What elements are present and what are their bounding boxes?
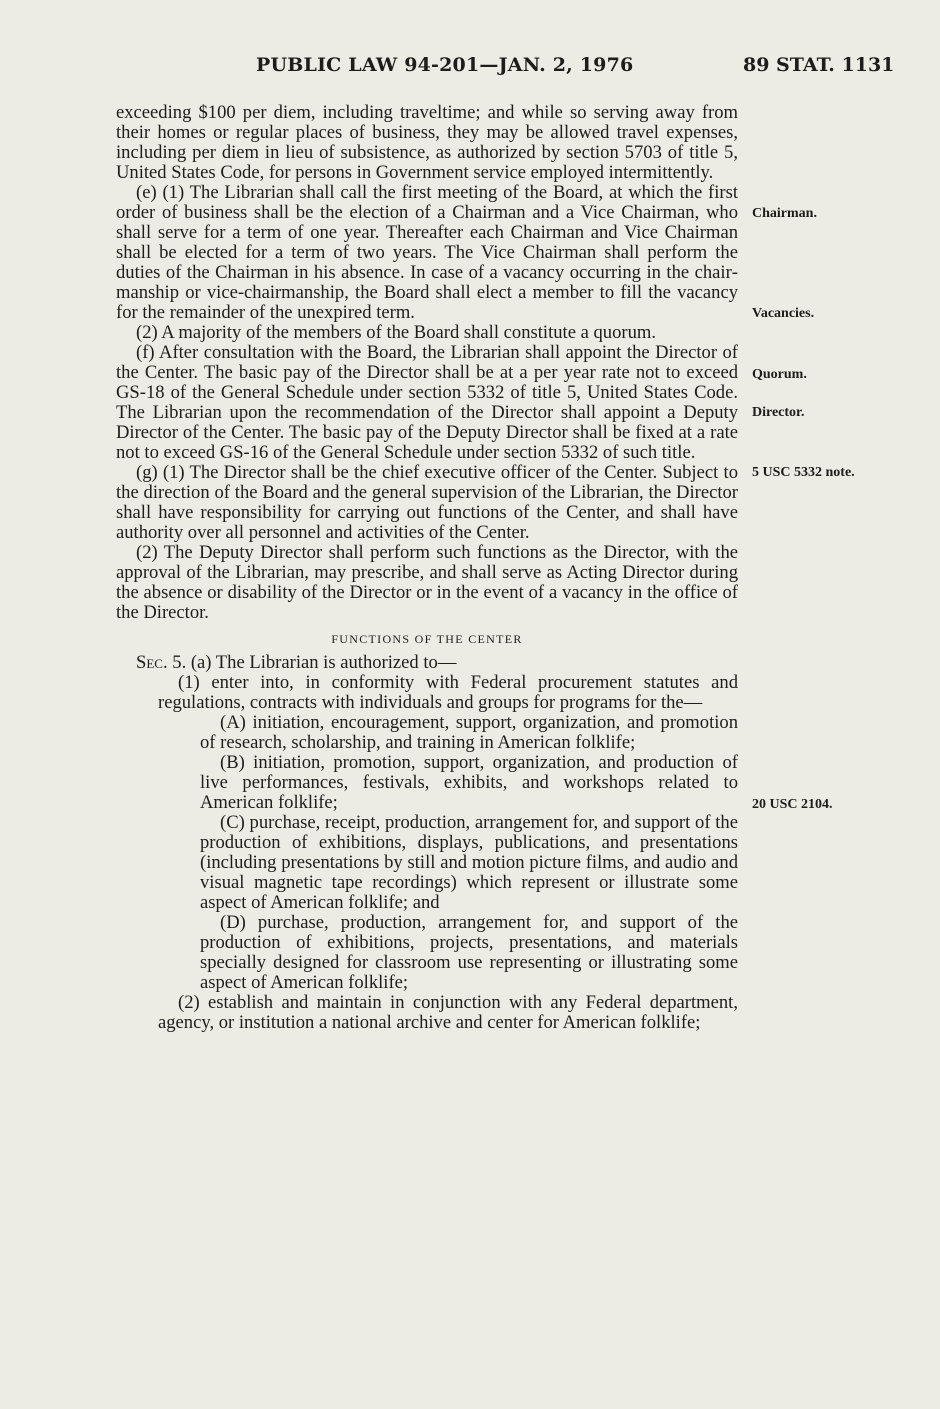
paragraph-e2: (2) A majority of the members of the Board shall constitute a quorum. [136, 322, 656, 343]
section-label: Sec. [136, 652, 168, 673]
margin-note-quorum: Quorum. [752, 367, 807, 382]
paragraph-sec5a [116, 653, 738, 673]
paragraph-a2: (2) establish and maintain in conjunction with any Federal department, agency, or institution a national archive and center for American folklife; [158, 992, 738, 1033]
margin-note-director: Director. [752, 405, 805, 420]
running-head-stat: 89 STAT. 1131 [743, 54, 895, 76]
margin-note-5usc5332: 5 USC 5332 note. [752, 465, 855, 480]
paragraph-a1C: (C) purchase, receipt, production, arrangement for, and support of the production of exhibitions, displays, publications, and presentations (including presentations by still and motion picture films, and audio and visual magnetic tape recordings) which represent or illustrate some aspect of American folklife; and [200, 812, 738, 913]
running-head-title: PUBLIC LAW 94-201—JAN. 2, 1976 [256, 54, 634, 76]
paragraph-g2: (2) The Deputy Director shall perform such functions as the Director, with the approval of the Librarian, may prescribe, and shall serve as Acting Director during the absence or disability of the Director or in the event of a vacancy in the office of the Director. [116, 542, 738, 623]
paragraph-a1: (1) enter into, in conformity with Federal procurement statutes and regulations, contracts with individuals and groups for programs for the— [158, 672, 738, 713]
statute-body [116, 103, 738, 1033]
margin-note-20usc2104: 20 USC 2104. [752, 797, 833, 812]
section-heading: FUNCTIONS OF THE CENTER [331, 632, 523, 646]
paragraph-continuation: exceeding $100 per diem, including traveltime; and while so serving away from their homes or regular places of business, they may be allowed travel expenses, including per diem in lieu of subsistence, as authorized by section 5703 of title 5, United States Code, for persons in Government service employed intermittently. [116, 102, 738, 183]
paragraph-e1: (e) (1) The Librarian shall call the first meeting of the Board, at which the first order of business shall be the election of a Chairman and a Vice Chairman, who shall serve for a term of one year. Thereafter each Chairman and Vice Chairman shall be elected for a term of two years. The Vice Chairman shall perform the duties of the Chairman in his absence. In case of a vacancy occurring in the chairmanship or vice-chairmanship, the Board shall elect a member to fill the vacancy for the remainder of the unexpired term. [116, 182, 738, 323]
paragraph-f: (f) After consultation with the Board, the Librarian shall appoint the Director of the Center. The basic pay of the Director shall be at a per year rate not to exceed GS-18 of the General Schedule under section 5332 of title 5, United States Code. The Librarian upon the recommendation of the Director shall appoint a Deputy Director of the Center. The basic pay of the Deputy Director shall be fixed at a rate not to exceed GS-16 of the General Schedule under section 5332 of such title. [116, 342, 738, 463]
paragraph-a1B: (B) initiation, promotion, support, organization, and production of live performances, festivals, exhibits, and workshops related to American folklife; [200, 752, 738, 813]
paragraph-a1A: (A) initiation, encouragement, support, organization, and promotion of research, scholarship, and training in American folklife; [200, 712, 738, 753]
paragraph-a1D: (D) purchase, production, arrangement for, and support of the production of exhibitions, projects, presentations, and materials specially designed for classroom use representing or illustrating some aspect of American folklife; [200, 912, 738, 993]
section-text: 5. (a) The Librarian is authorized to— [172, 652, 457, 673]
margin-note-vacancies: Vacancies. [752, 306, 815, 321]
paragraph-g1: (g) (1) The Director shall be the chief executive officer of the Center. Subject to the direction of the Board and the general supervision of the Librarian, the Director shall have responsibility for carrying out functions of the Center, and shall have authority over all personnel and activities of the Center. [116, 462, 738, 543]
margin-note-chairman: Chairman. [752, 206, 817, 221]
